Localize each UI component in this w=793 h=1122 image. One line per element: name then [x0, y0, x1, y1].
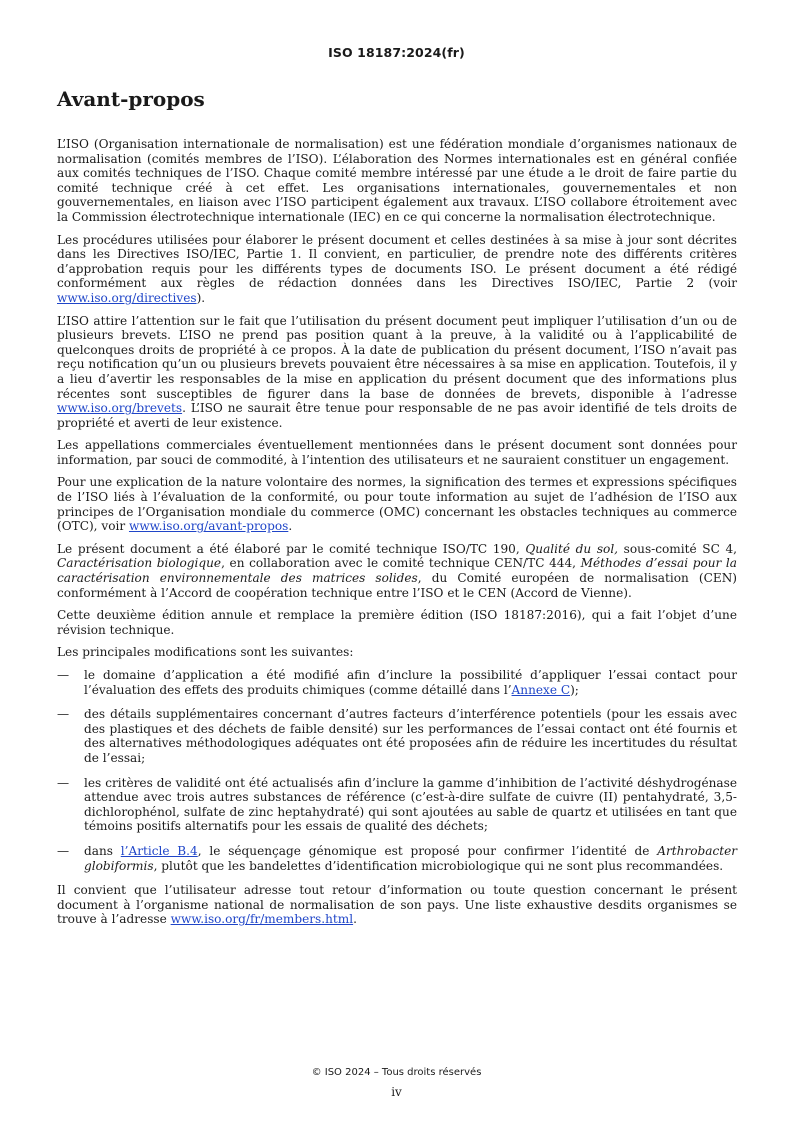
link-brevets[interactable]: www.iso.org/brevets: [57, 401, 183, 416]
text-span: ).: [196, 290, 206, 305]
paragraph-iso-description: L’ISO (Organisation internationale de normalisation) est une fédération mondiale d’organismes nationaux de normalisation (comités membres de l’ISO). L’élaboration des Normes internationales est en général confiée aux comités techniques de l’ISO. Chaque comité membre intéressé par une étude a le droit de faire partie du comité technique créé à cet effet. Les organisations internationales, gouvernementales et non gouvernementales, en liaison avec l’ISO participent également aux travaux. L’ISO collabore étroitement avec la Commission électrotechnique internationale (IEC) en ce qui concerne la normalisation électrotechnique.: [57, 137, 737, 224]
text-span: Les procédures utilisées pour élaborer le présent document et celles destinées à sa mise à jour sont décrites dans les Directives ISO/IEC, Partie 1. Il convient, en particulier, de prendre note des différents critères d’approbation requis pour les différents types de documents ISO. Le présent document a été rédigé conformément aux règles de rédaction données dans les Directives ISO/IEC, Partie 2 (voir: [57, 232, 737, 291]
dash-bullet: —: [57, 843, 70, 858]
dash-bullet: —: [57, 668, 70, 682]
text-span: , le séquençage génomique est proposé pour confirmer l’identité de: [197, 843, 658, 858]
foreword-content: [57, 86, 737, 935]
dash-bullet: —: [57, 707, 70, 722]
link-directives[interactable]: www.iso.org/directives: [57, 290, 197, 305]
link-members[interactable]: www.iso.org/fr/members.html: [170, 912, 354, 927]
text-span: .: [288, 519, 293, 534]
text-span: , plutôt que les bandelettes d’identification microbiologique qui ne sont plus recommandées.: [153, 858, 724, 873]
text-span: , du Comité européen de normalisation (CEN) conformément à l’Accord de coopération technique entre l’ISO et le CEN (Accord de Vienne).: [57, 571, 737, 600]
text-span: , en collaboration avec le comité technique CEN/TC 444,: [221, 556, 581, 571]
page-number: iv: [391, 1085, 402, 1099]
link-annexe-c[interactable]: Annexe C: [511, 682, 571, 697]
modifications-list: [57, 668, 737, 873]
italic-text: Caractérisation biologique: [57, 556, 222, 571]
text-span: . L’ISO ne saurait être tenue pour responsable de ne pas avoir identifié de tels droits de propriété et averti de leur existence.: [57, 401, 737, 430]
paragraph-modifications-intro: Les principales modifications sont les suivantes:: [57, 645, 354, 660]
list-item: [57, 844, 737, 873]
text-span: .: [353, 912, 357, 927]
text-span: les critères de validité ont été actualisés afin d’inclure la gamme d’inhibition de l’activité déshydrogénase attendue avec trois autres substances de référence (c’est-à-dire sulfate de cuivre (II) pentahydraté, 3,5-dichlorophénol, sulfate de zinc heptahydraté) qui sont ajoutées au sable de quartz et utilisées en tant que témoins positifs alternatifs pour les essais de qualité des déchets;: [84, 775, 737, 834]
text-span: des détails supplémentaires concernant d’autres facteurs d’interférence potentiels (pour les essais avec des plastiques et des déchets de faible densité) sur les performances de l’essai contact ont été fournis et des alternatives méthodologiques adéquates ont été proposées afin de réduire les incertitudes du résultat de l’essai;: [84, 707, 737, 765]
link-article-b4[interactable]: l’Article B.4: [120, 843, 198, 858]
italic-text: Méthodes d’essai pour la caractérisation environnementale des matrices solides: [57, 556, 738, 586]
text-span: sous-comité SC 4,: [618, 541, 737, 556]
list-item: [57, 776, 737, 834]
text-span: Le présent document a été élaboré par le comité technique ISO/TC 190,: [57, 541, 526, 556]
document-id-header: ISO 18187:2024(fr): [328, 45, 465, 60]
dash-bullet: —: [57, 775, 70, 790]
paragraph-voluntary-nature: [57, 475, 737, 533]
text-span: L’ISO attire l’attention sur le fait que l’utilisation du présent document peut impliquer l’utilisation d’un ou de plusieurs brevets. L’ISO ne prend pas position quant à la preuve, à la validité ou à l’applicabilité de quelconques droits de propriété à ce propos. À la date de publication du présent document, l’ISO n’avait pas reçu notification qu’un ou plusieurs brevets pouvaient être nécessaires à sa mise en application. Toutefois, il y a lieu d’avertir les responsables de la mise en application du présent document que des informations plus récentes sont susceptibles de figurer dans la base de données de brevets, disponible à l’adresse: [57, 313, 737, 401]
text-span: le domaine d’application a été modifié afin d’inclure la possibilité d’appliquer l’essai contact pour l’évaluation des effets des produits chimiques (comme détaillé dans l’: [84, 668, 737, 697]
list-item: [57, 707, 737, 765]
text-span: Pour une explication de la nature volontaire des normes, la signification des termes et expressions spécifiques de l’ISO liés à l’évaluation de la conformité, ou pour toute information au sujet de l’adhésion de l’ISO aux principes de l’Organisation mondiale du commerce (OMC) concernant les obstacles techniques au commerce (OTC), voir: [57, 475, 737, 534]
paragraph-committee: [57, 542, 737, 600]
text-span: );: [570, 682, 579, 697]
paragraph-trade-names: Les appellations commerciales éventuellement mentionnées dans le présent document sont données pour information, par souci de commodité, à l’intention des utilisateurs et ne sauraient constituer un engagement.: [57, 438, 737, 467]
paragraph-patents: [57, 314, 737, 431]
paragraph-feedback: [57, 883, 737, 927]
list-item: [57, 668, 737, 697]
paragraph-edition: Cette deuxième édition annule et remplace la première édition (ISO 18187:2016), qui a fait l’objet d’une révision technique.: [57, 608, 737, 637]
copyright-footer: © ISO 2024 – Tous droits réservés: [311, 1067, 482, 1078]
link-avant-propos[interactable]: www.iso.org/avant-propos: [128, 519, 289, 534]
page-title: Avant-propos: [57, 87, 205, 111]
italic-text: Arthrobacter globiformis: [84, 843, 738, 873]
text-span: Il convient que l’utilisateur adresse tout retour d’information ou toute question concernant le présent document à l’organisme national de normalisation de son pays. Une liste exhaustive desdits organismes se trouve à l’adresse: [57, 883, 737, 927]
text-span: dans: [84, 843, 121, 858]
paragraph-procedures: [57, 233, 737, 306]
italic-text: Qualité du sol,: [525, 541, 619, 556]
